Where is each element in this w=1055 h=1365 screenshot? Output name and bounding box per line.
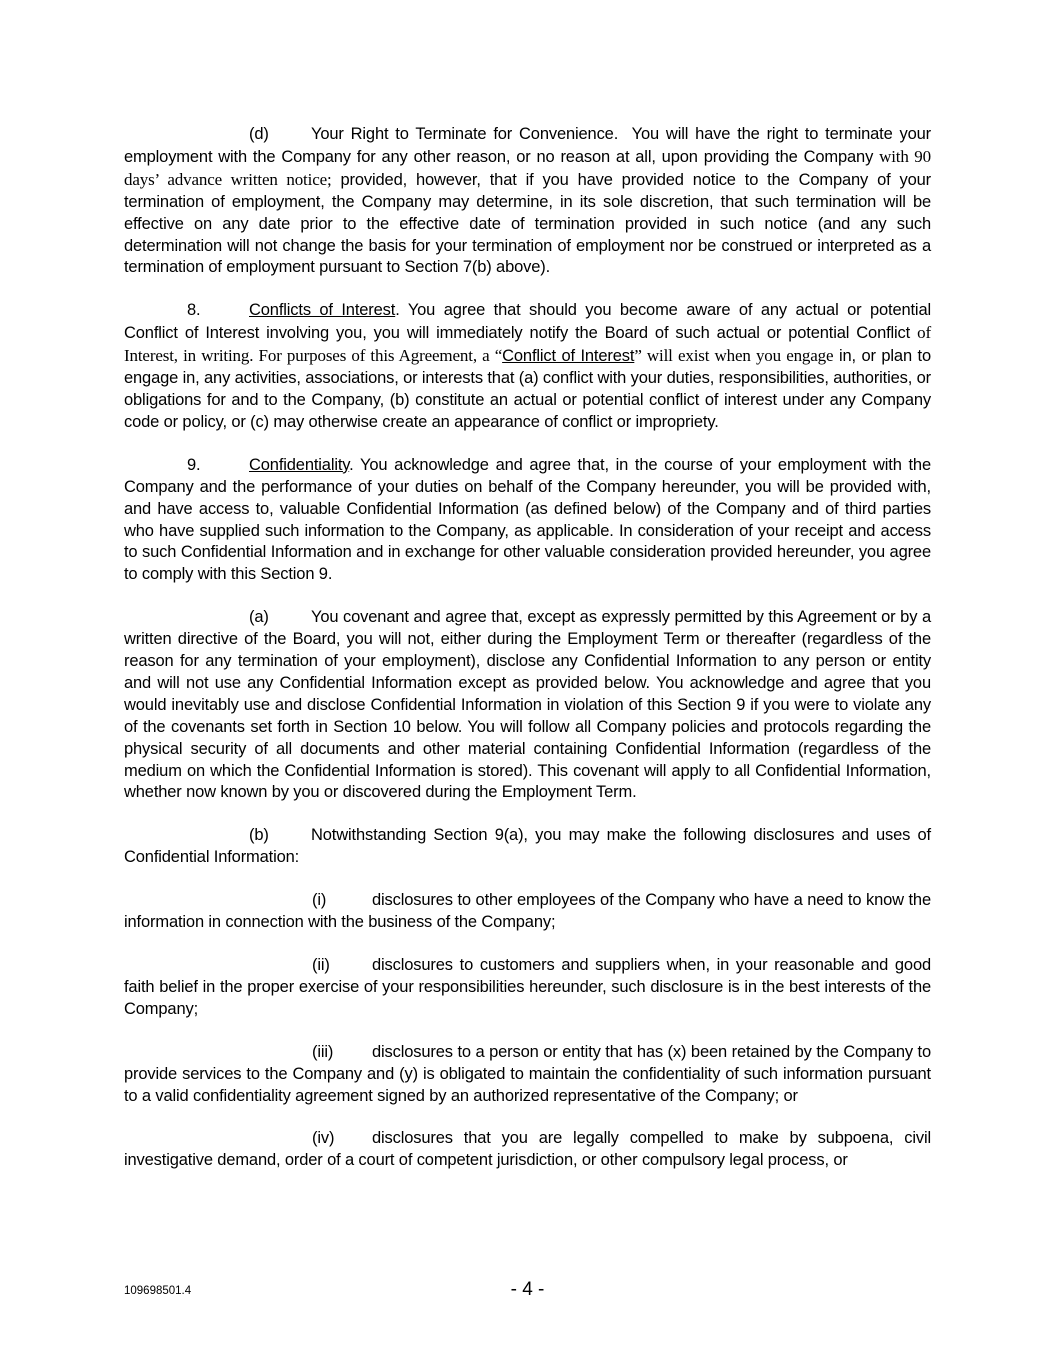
section-9 bbox=[124, 455, 931, 586]
section-7d-text-serif: with 90 days’ advance written notice; bbox=[124, 146, 931, 189]
page-number: - 4 - bbox=[510, 1279, 545, 1300]
list-item-label: (i) bbox=[312, 891, 327, 910]
section-7d-text-a: You will have the right to terminate your employment with the Company for any other reason, or no reason at all, upon providing the Company bbox=[124, 125, 932, 166]
list-item-label: (ii) bbox=[312, 956, 330, 974]
section-8-number: 8. bbox=[187, 301, 201, 320]
defined-term-conflict-of-interest: Conflict of Interest bbox=[502, 347, 635, 366]
section-9-text: . You acknowledge and agree that, in the course of your employment with the Company and the performance of your duties on behalf of the Company hereunder, you will be provided with, and have access to, valuable Confidential Information (as defined below) of the Company and of third parties who have supplied such information to the Company, as applicable. In consideration of your receipt and access to such Confidential Information and in exchange for other valuable consideration provided hereunder, you agree to comply with this Section 9. bbox=[124, 455, 931, 584]
document-body bbox=[124, 124, 931, 1193]
section-9-heading: Confidentiality bbox=[249, 455, 350, 474]
section-9-number: 9. bbox=[187, 455, 201, 474]
section-9b-item-iii bbox=[124, 1042, 931, 1108]
section-9b-item-i bbox=[124, 890, 931, 934]
list-item-label: (iii) bbox=[312, 1042, 334, 1061]
section-7d-text-b: provided, however, that if you have provided notice to the Company of your termination of employment, the Company may determine, in its sole discretion, that such termination will be effective on any date prior to the effective date of termination provided in such notice (and any such determination will not change the basis for your termination of employment nor be construed or interpreted as a termination of employment pursuant to Section 7(b) above). bbox=[124, 170, 931, 277]
list-item-text: disclosures to customers and suppliers when, in your reasonable and good faith belief in the proper exercise of your responsibilities hereunder, such disclosure is in the best interests of the Company; bbox=[124, 956, 931, 1018]
section-8-text-a: . You agree that should you become aware of any actual or potential Conflict of Interest involving you, you will immediately notify the Board of such actual or potential Conflict bbox=[124, 301, 931, 343]
section-9b-item-ii bbox=[124, 955, 931, 1021]
section-8-text-serif-b: ” will exist when you engage bbox=[634, 346, 834, 366]
section-8-text-b: in, or plan to engage in, any activities, associations, or interests that (a) conflict with your duties, responsibilities, authorities, or obligations for and to the Company, (b) constitute an actual or potential conflict of interest under any Company code or policy, or (c) may otherwise create an appearance of conflict or impropriety. bbox=[124, 347, 931, 431]
section-9b bbox=[124, 825, 931, 869]
section-9b-text: Notwithstanding Section 9(a), you may make the following disclosures and uses of Confidential Information: bbox=[124, 826, 931, 867]
section-8 bbox=[124, 300, 931, 433]
section-9b-label: (b) bbox=[249, 826, 269, 845]
list-item-label: (iv) bbox=[312, 1129, 335, 1148]
list-item-text: disclosures that you are legally compelled to make by subpoena, civil investigative demand, order of a court of competent jurisdiction, or other compulsory legal process, or bbox=[124, 1129, 931, 1170]
section-9a bbox=[124, 607, 931, 804]
section-9a-text: You covenant and agree that, except as expressly permitted by this Agreement or by a written directive of the Board, you will not, either during the Employment Term or thereafter (regardless of the reason for any termination of your employment), disclose any Confidential Information to any person or entity and will not use any Confidential Information except as provided below. You acknowledge and agree that you would inevitably use and disclose Confidential Information in violation of this Section 9 if you were to violate any of the covenants set forth in Section 10 below. You will follow all Company policies and protocols regarding the physical security of all documents and other material containing Confidential Information (regardless of the medium on which the Confidential Information is stored). This covenant will apply to all Confidential Information, whether now known by you or discovered during the Employment Term. bbox=[124, 608, 931, 802]
section-7d bbox=[124, 124, 931, 279]
section-8-text-serif-a: of Interest, in writing. For purposes of this Agreement, a “ bbox=[124, 323, 931, 366]
section-7d-label: (d) bbox=[249, 125, 269, 143]
section-9a-label: (a) bbox=[249, 608, 269, 627]
list-item-text: disclosures to other employees of the Company who have a need to know the information in connection with the business of the Company; bbox=[124, 891, 931, 932]
section-8-heading: Conflicts of Interest bbox=[249, 301, 396, 320]
list-item-text: disclosures to a person or entity that has (x) been retained by the Company to provide services to the Company and (y) is obligated to maintain the confidentiality of such information pursuant to a valid confidentiality agreement signed by an authorized representative of the Company; or bbox=[124, 1042, 931, 1105]
section-9b-item-iv bbox=[124, 1128, 931, 1172]
section-7d-title: Your Right to Terminate for Convenience. bbox=[311, 125, 619, 143]
document-id: 109698501.4 bbox=[124, 1285, 192, 1297]
